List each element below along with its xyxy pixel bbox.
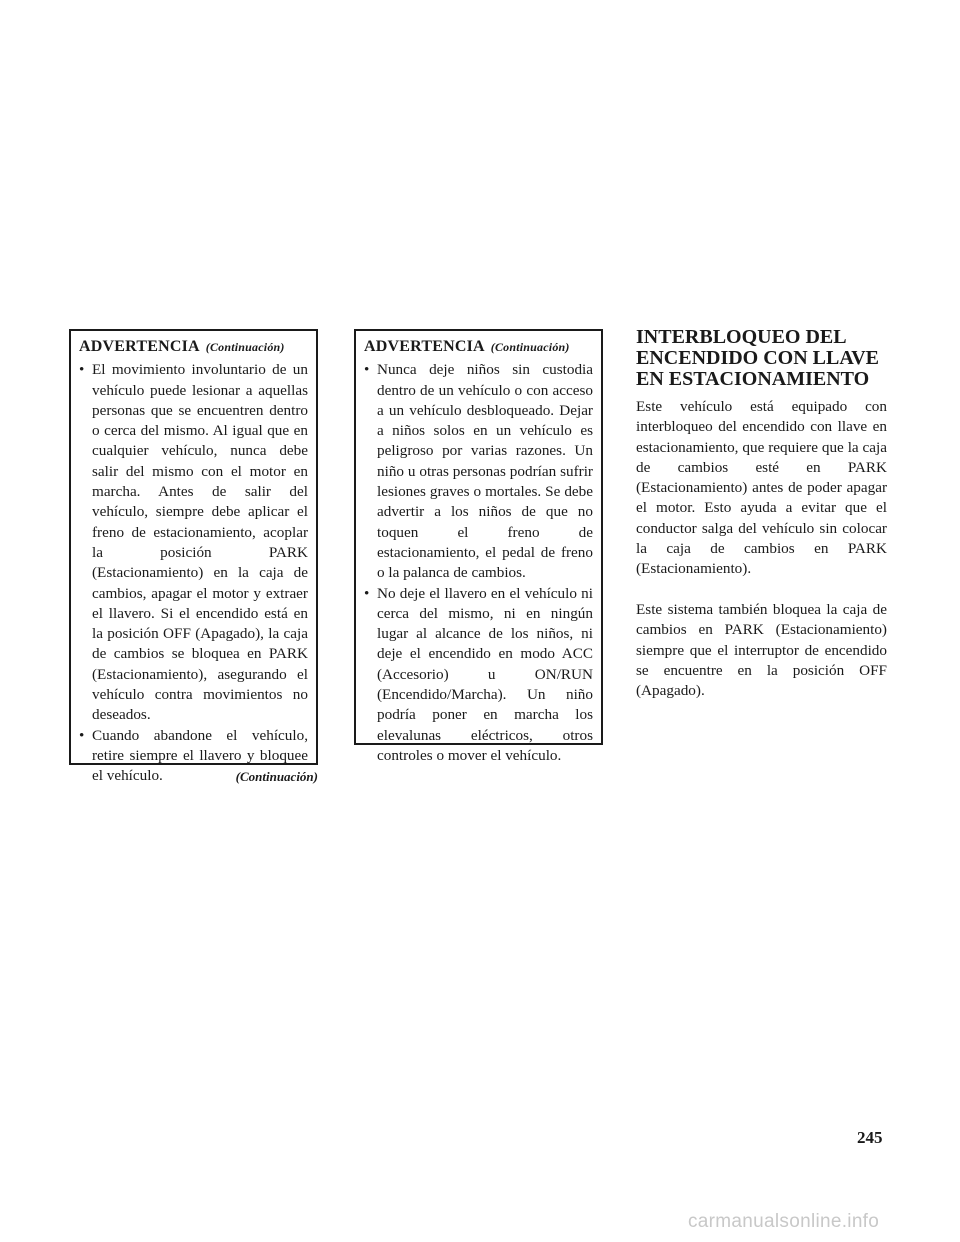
watermark-text: carmanualsonline.info [688,1211,880,1232]
warning-title: ADVERTENCIA (Continuación) [364,338,570,355]
warning-list [79,360,308,786]
section-title-line: INTERBLOQUEO DEL [636,326,847,348]
warning-item: • Nunca deje niños sin custodia dentro de un vehículo o con acceso a un vehículo desbloqueado. Dejar a niños solos en un vehículo es peligroso por varias razones. Un niño u otras personas podrían sufrir lesiones graves o mortales. Se debe advertir a los niños de que no toquen el freno de estacionamiento, el pedal de freno o la palanca de cambios. [364,360,593,583]
warning-list [364,360,593,766]
section-title [636,327,886,390]
warning-box-left [69,329,318,785]
warning-item: • No deje el llavero en el vehículo ni cerca del mismo, ni en ningún lugar al alcance de los niños, ni deje el encendido en modo ACC (Accesorio) u ON/RUN (Encendido/Marcha). Un niño podría poner en marcha los elevalunas eléctricos, otros controles o mover el vehículo. [364,584,593,767]
warning-continued-label: (Continuación) [490,340,570,354]
warning-continued-label: (Continuación) [205,340,285,354]
section-title-line: EN ESTACIONAMIENTO [636,368,870,390]
warning-item: • El movimiento involuntario de un vehículo puede lesionar a aquellas personas que se encuentren dentro o cerca del mismo. Al igual que en cualquier vehículo, nunca debe salir del mismo con el motor en marcha. Antes de salir del vehículo, siempre debe aplicar el freno de estacionamiento, acoplar la posición PARK (Estacionamiento) en la caja de cambios, apagar el motor y extraer el llavero. Si el encendido está en la posición OFF (Apagado), la caja de cambios se bloquea en PARK (Estacionamiento), asegurando el vehículo contra movimientos no deseados. [79,360,308,725]
continued-note: (Continuación) [235,769,318,784]
body-paragraph: Este sistema también bloquea la caja de cambios en PARK (Estacionamiento) siempre que el interruptor de encendido se encuentre en la posición OFF (Apagado). [636,601,887,700]
page-number: 245 [857,1128,883,1147]
warning-box-middle [354,329,603,764]
body-paragraph: Este vehículo está equipado con interbloqueo del encendido con llave en estacionamiento, que requiere que la caja de cambios esté en PARK (Estacionamiento) antes de poder apagar el motor. Esto ayuda a evitar que el conductor salga del vehículo sin colocar la caja de cambios en PARK (Estacionamiento). [636,398,887,578]
section-title-line: ENCENDIDO CON LLAVE [636,347,880,369]
warning-item: • Cuando abandone el vehículo, retire siempre el llavero y bloquee el vehículo. [79,726,308,787]
warning-title: ADVERTENCIA (Continuación) [79,338,285,355]
